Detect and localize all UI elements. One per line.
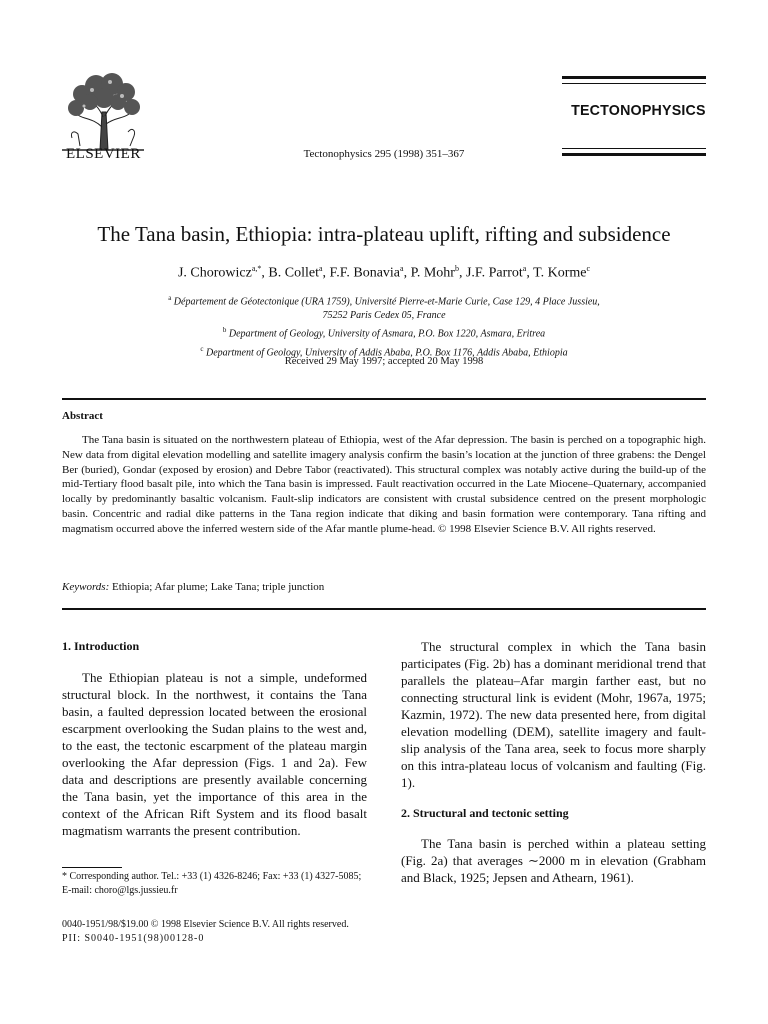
author: T. Korme bbox=[533, 265, 587, 281]
author-list: J. Chorowicz$^{a,*}$, B. Collet$^a$, F.F. Bonavia$^a$, P. Mohr$^b$, J.F. Parrot$^a$, T. Korme$^c$ bbox=[177, 264, 591, 281]
author-affiliation-marker: a bbox=[318, 264, 323, 273]
author: J. Chorowicz bbox=[177, 265, 252, 281]
author: J.F. Parrot bbox=[465, 265, 523, 281]
affiliation: $^b$ Department of Geology, University of Asmara, P.O. Box 1220, Asmara, Eritrea bbox=[222, 326, 546, 340]
publisher-name: ELSEVIER bbox=[66, 146, 141, 162]
section-heading: 1. Introduction bbox=[62, 639, 140, 653]
abstract-body: The Tana basin is situated on the northwestern plateau of Ethiopia, west of the Afar depression. The basin is perched on a topographic high. New data from digital elevation modelling and satellite imagery analysis confirm the basin’s location at the junction of three grabens: the Dengel Ber (buried), Gondar (exposed by erosion) and Debre Tabor (reactivated). This structural complex was notably active during the build-up of the mid-Tertiary flood basalt pile, into which the Tana basin is impressed. Fault reactivation occurred in the Late Miocene–Quaternary, accompanied locally by predominantly basaltic volcanism. Fault-slip indicators are consistent with crustal subsidence centred on the present morphologic basin. Concentric and radial dike patterns in the Tana region indicate that diking and basin formation were contemporary. Tana rifting and magmatism occurred above the inferred western side of the Afar mantle plume-head. © 1998 Elsevier Science B.V. All rights reserved. bbox=[62, 434, 706, 535]
author: B. Collet bbox=[268, 265, 319, 281]
journal-rule-bottom bbox=[562, 153, 706, 156]
journal-rule-top-thin bbox=[562, 83, 706, 84]
issn-copyright-line: 0040-1951/98/$19.00 © 1998 Elsevier Science B.V. All rights reserved. bbox=[62, 919, 349, 930]
pii-line: PII: S0040-1951(98)00128-0 bbox=[62, 933, 205, 944]
received-accepted-dates: Received 29 May 1997; accepted 20 May 1998 bbox=[284, 356, 484, 367]
author-affiliation-marker: a,* bbox=[251, 264, 262, 273]
author: P. Mohr bbox=[410, 265, 455, 281]
copyright-footer bbox=[62, 918, 349, 946]
keywords bbox=[62, 581, 324, 593]
affiliation-list bbox=[0, 291, 768, 360]
keywords-label: Keywords: bbox=[62, 581, 110, 593]
author-affiliation-marker: a bbox=[400, 264, 404, 273]
right-column bbox=[401, 638, 706, 886]
journal-name: TECTONOPHYSICS bbox=[571, 102, 706, 119]
author-affiliation-marker: b bbox=[454, 264, 459, 273]
paragraph: The structural complex in which the Tana basin participates (Fig. 2b) has a dominant meridional trend that parallels the plateau–Afar margin farther east, but no connecting structural link is evident (Mohr, 1967a, 1975; Kazmin, 1972). The new data presented here, from digital elevation modelling (DEM), satellite imagery and fault-slip analysis of the Tana area, seek to focus more sharply on this intra-plateau locus of volcanism and faulting (Fig. 1). bbox=[401, 639, 706, 790]
abstract-heading: Abstract bbox=[62, 410, 103, 422]
left-column bbox=[62, 638, 367, 839]
paper-title: The Tana basin, Ethiopia: intra-plateau uplift, rifting and subsidence bbox=[97, 222, 671, 246]
footnote-rule bbox=[62, 867, 122, 868]
paragraph: The Tana basin is perched within a plateau setting (Fig. 2a) that averages ∼2000 m in elevation (Grabham and Black, 1925; Jepsen and Athearn, 1961). bbox=[401, 836, 706, 885]
corresponding-author-footnote: * Corresponding author. Tel.: +33 (1) 4326-8246; Fax: +33 (1) 4327-5085; E-mail: choro@lgs.jussieu.fr bbox=[62, 871, 362, 896]
affiliation: $^c$ Department of Geology, University of Addis Ababa, P.O. Box 1176, Addis Ababa, Ethiopia bbox=[200, 344, 568, 358]
journal-rule-top bbox=[562, 76, 706, 79]
elsevier-tree-logo bbox=[62, 72, 144, 152]
affiliation: $^a$ Département de Géotectonique (URA 1759), Université Pierre-et-Marie Curie, Case 129, 4 Place Jussieu, bbox=[168, 294, 600, 308]
author: F.F. Bonavia bbox=[329, 265, 401, 281]
paragraph: The Ethiopian plateau is not a simple, undeformed structural block. In the northwest, it contains the Tana basin, a faulted depression located between the erosional escarpment overlooking the Sudan plains to the west and, to the east, the tectonic escarpment of the plateau margin overlooking the Afar depression (Figs. 1 and 2a). Few data and descriptions are presently available concerning the Tana basin, yet the importance of this area in the context of the African Rift System and its flood basalt magmatism warrants the present contribution. bbox=[62, 670, 367, 838]
journal-reference: Tectonophysics 295 (1998) 351–367 bbox=[303, 148, 465, 160]
author-affiliation-marker: a bbox=[522, 264, 527, 273]
affiliation: 75252 Paris Cedex 05, France bbox=[322, 310, 446, 322]
divider bbox=[62, 398, 706, 400]
section-heading: 2. Structural and tectonic setting bbox=[401, 806, 569, 820]
journal-rule-bottom-thin bbox=[562, 148, 706, 149]
author-affiliation-marker: c bbox=[586, 264, 591, 273]
keywords-list: Ethiopia; Afar plume; Lake Tana; triple junction bbox=[112, 581, 325, 593]
divider bbox=[62, 608, 706, 610]
